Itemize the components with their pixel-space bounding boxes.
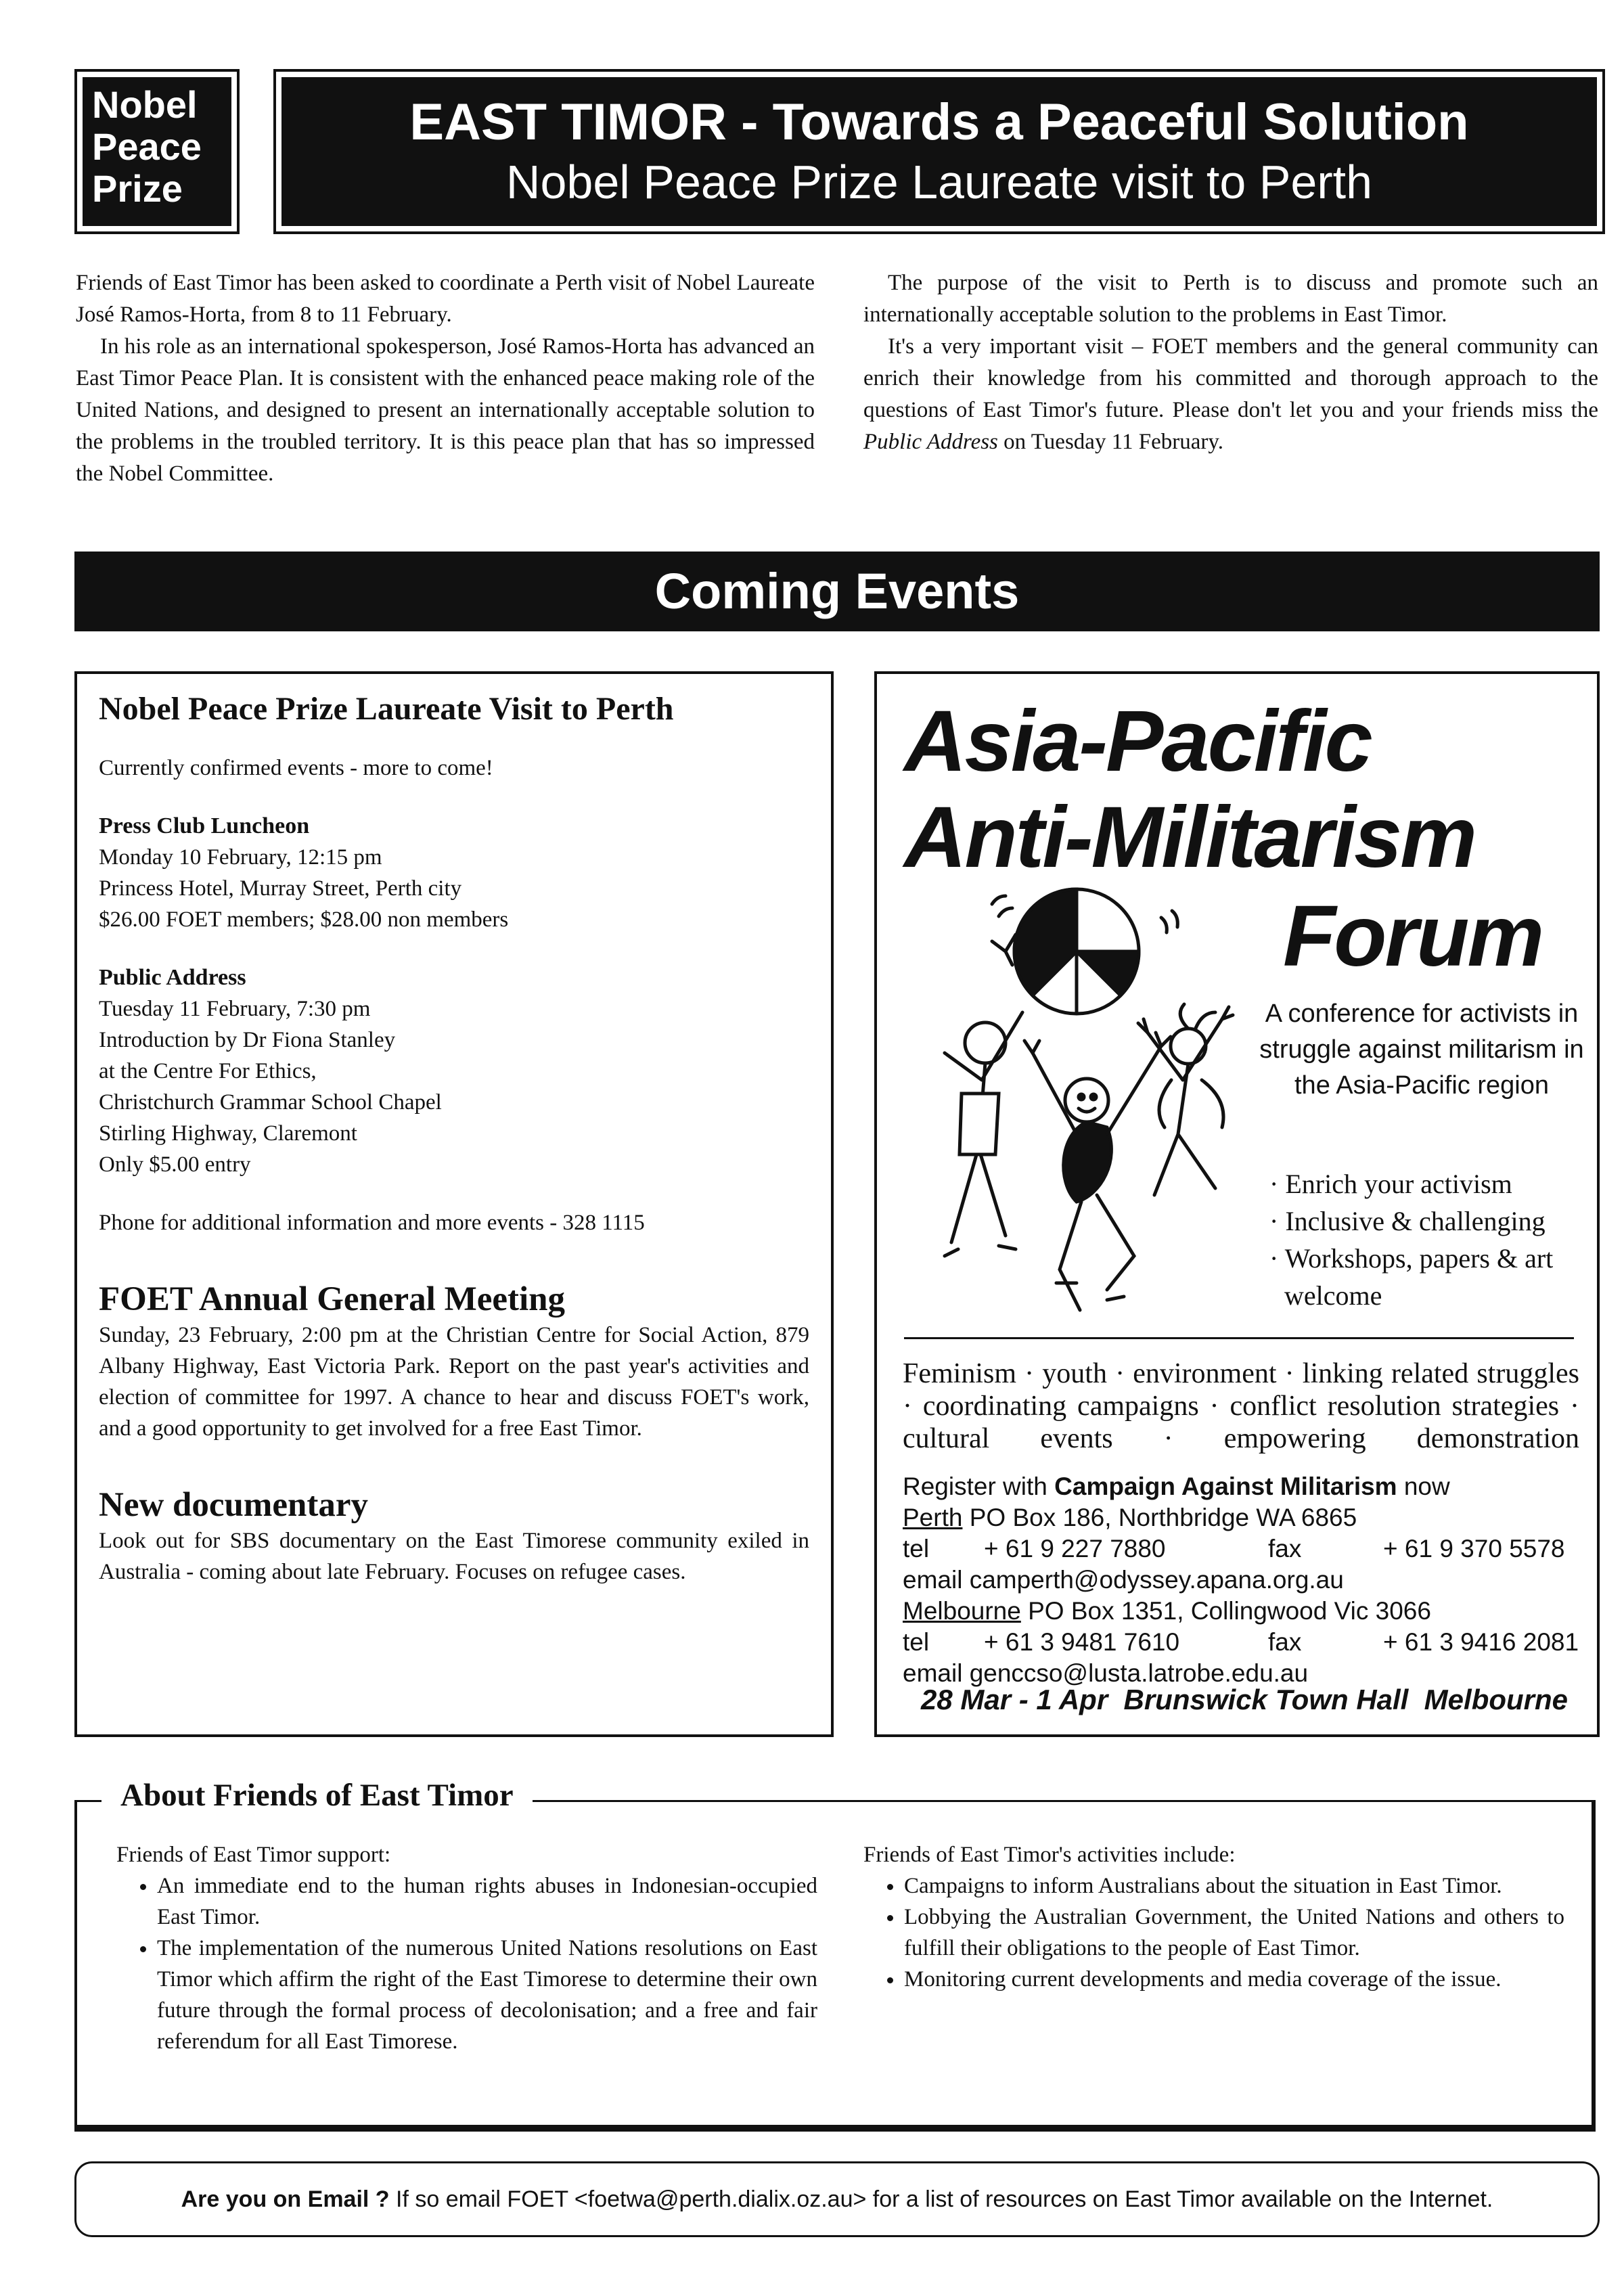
intro-paragraph: In his role as an international spokesperson, José Ramos-Horta has advanced an East Timor Peace Plan. It is consistent with the enhanced peace making role of the United Nations, and designed to present an internationally acceptable solution to the problems in the troubled territory. It is this peace plan that has so impressed the Nobel Committee. [76,334,815,486]
perth-city: Perth [903,1504,963,1531]
coming-events-banner: Coming Events [74,552,1600,631]
register-org: Campaign Against Militarism [1054,1472,1397,1500]
intro-paragraph: It's a very important visit – FOET members and the general community can enrich their knowledge from his committed and thorough approach to the questions of East Timor's future. Please don't let you and your friends miss the [863,334,1598,422]
perth-tel: + 61 9 227 7880 [984,1535,1166,1562]
forum-date-venue: 28 Mar - 1 Apr Brunswick Town Hall Melbourne [920,1684,1569,1715]
email-notice [74,2161,1600,2237]
public-address-title: Public Address [99,965,246,990]
melbourne-email-label: email [903,1659,963,1687]
logo-line: Prize [92,167,183,210]
about-title: About Friends of East Timor [102,1772,533,1819]
bullet-item: · Inclusive & challenging [1269,1206,1546,1236]
perth-fax: + 61 9 370 5578 [1383,1535,1565,1562]
intro-left-column [76,267,815,490]
phone-info: Phone for additional information and more events - 328 1115 [99,1211,645,1235]
about-support-column [116,1839,817,2057]
register-suffix: now [1403,1472,1450,1500]
page-subtitle: Nobel Peace Prize Laureate visit to Perth [505,156,1373,208]
bullet-item: · Enrich your activism [1269,1169,1512,1199]
register-prefix: Register with [903,1472,1047,1500]
registration-info [903,1471,1586,1689]
agm-text: Sunday, 23 February, 2:00 pm at the Christian Centre for Social Action, 879 Albany Highway, East Victoria Park. Report on the past year's activities and election of committee for 1997. A chance to hear and discuss FOET's work, and a good opportunity to get involved for a free East Timor. [99,1323,809,1441]
bullet-item: · Workshops, papers & art welcome [1269,1243,1554,1311]
melbourne-email: genccso@lusta.latrobe.edu.au [969,1659,1309,1687]
laureate-visit-heading: Nobel Peace Prize Laureate Visit to Perth [99,691,674,727]
public-address-line: at the Centre For Ethics, [99,1059,317,1083]
ad-divider [904,1337,1574,1339]
activity-item: • Monitoring current developments and media coverage of the issue. [904,1964,1564,1995]
conference-description: A conference for activists in struggle against militarism in the Asia-Pacific region [1259,999,1584,1100]
forum-title-line: Anti-Militarism [904,789,1475,886]
forum-themes: Feminism · youth · environment · linking related struggles · coordinating campaigns · conflict resolution strategies · cultural events · empowering demonstration [903,1358,1579,1454]
nobel-peace-prize-logo [74,69,240,234]
press-club-line: Monday 10 February, 12:15 pm [99,845,382,870]
public-address-line: Tuesday 11 February, 7:30 pm [99,997,371,1021]
melbourne-fax-label: fax [1268,1628,1302,1656]
perth-email: camperth@odyssey.apana.org.au [969,1566,1344,1594]
forum-advert [874,671,1600,1737]
perth-address: PO Box 186, Northbridge WA 6865 [969,1504,1357,1531]
melbourne-tel-label: tel [903,1628,930,1656]
forum-title-line: Forum [1283,888,1543,985]
melbourne-address: PO Box 1351, Collingwood Vic 3066 [1028,1597,1431,1625]
dancers-peace-illustration [904,877,1256,1337]
support-item: • An immediate end to the human rights abuses in Indonesian-occupied East Timor. [157,1870,817,1933]
intro-paragraph: Friends of East Timor has been asked to coordinate a Perth visit of Nobel Laureate José Ramos-Horta, from 8 to 11 February. [76,271,815,327]
press-club-title: Press Club Luncheon [99,813,310,838]
perth-tel-label: tel [903,1535,930,1562]
press-club-line: Princess Hotel, Murray Street, Perth city [99,876,462,901]
forum-title-line: Asia-Pacific [904,693,1371,790]
intro-paragraph-end: on Tuesday 11 February. [1003,430,1223,454]
melbourne-city: Melbourne [903,1597,1021,1625]
public-address-emphasis: Public Address [863,430,998,454]
public-address-line: Introduction by Dr Fiona Stanley [99,1028,396,1052]
about-activities-column [863,1839,1564,1995]
public-address-line: Only $5.00 entry [99,1152,251,1177]
perth-email-label: email [903,1566,963,1594]
logo-line: Peace [92,125,202,168]
confirmed-note: Currently confirmed events - more to come! [99,756,493,780]
documentary-title: New documentary [99,1486,369,1524]
public-address-line: Stirling Highway, Claremont [99,1121,357,1146]
laureate-visit-box [74,671,834,1737]
melbourne-fax: + 61 3 9416 2081 [1383,1628,1579,1656]
agm-title: FOET Annual General Meeting [99,1280,565,1318]
support-intro: Friends of East Timor support: [116,1843,391,1867]
perth-fax-label: fax [1268,1535,1302,1562]
forum-bullets [1269,1165,1594,1314]
documentary-text: Look out for SBS documentary on the East Timorese community exiled in Australia - coming about late February. Focuses on refugee cases. [99,1529,809,1584]
activity-item: • Campaigns to inform Australians about the situation in East Timor. [904,1870,1564,1902]
email-question: Are you on Email ? [181,2186,390,2212]
page-title: EAST TIMOR - Towards a Peaceful Solution [409,93,1469,151]
melbourne-tel: + 61 3 9481 7610 [984,1628,1180,1656]
logo-line: Nobel [92,83,198,126]
activity-item: • Lobbying the Australian Government, the United Nations and others to fulfill their obligations to the people of East Timor. [904,1902,1564,1964]
intro-right-column [863,267,1598,458]
public-address-line: Christchurch Grammar School Chapel [99,1090,442,1115]
email-text: If so email FOET <foetwa@perth.dialix.oz.au> for a list of resources on East Timor available on the Internet. [396,2186,1493,2212]
intro-paragraph: The purpose of the visit to Perth is to discuss and promote such an internationally acceptable solution to the problems in East Timor. [863,271,1598,327]
header-banner [273,69,1605,234]
activities-intro: Friends of East Timor's activities include: [863,1843,1236,1867]
support-item: • The implementation of the numerous United Nations resolutions on East Timor which affirm the right of the East Timorese to determine their own future through the formal process of decolonisation; and a free and fair referendum for all East Timorese. [157,1933,817,2057]
press-club-line: $26.00 FOET members; $28.00 non members [99,907,509,932]
